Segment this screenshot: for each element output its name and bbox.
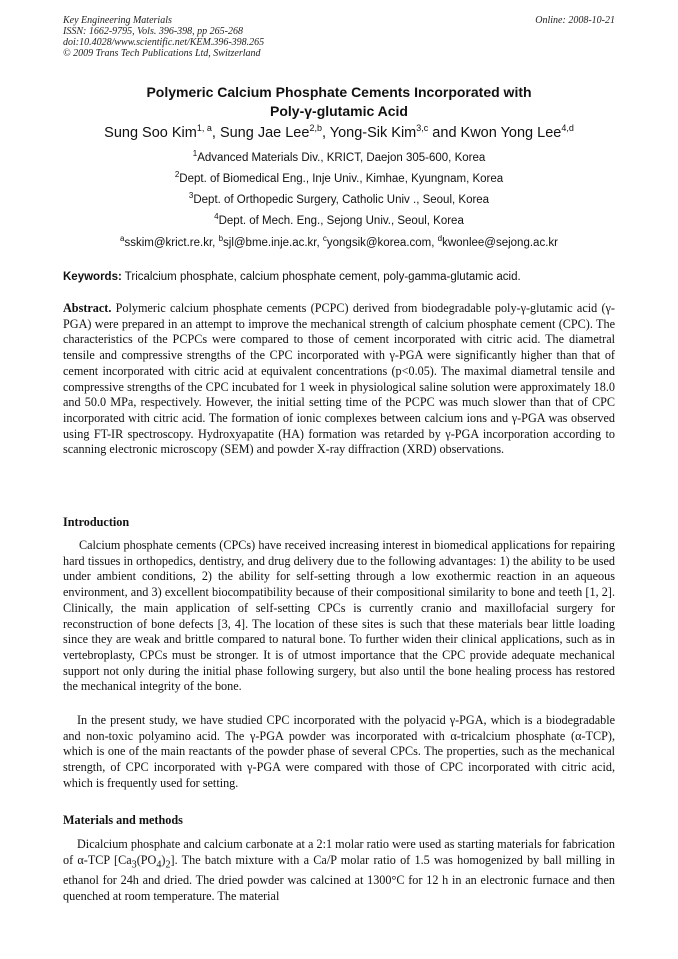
- email-sup: c: [322, 234, 327, 243]
- author-sup: 4,d: [561, 123, 574, 133]
- title-line-2: Poly-γ-glutamic Acid: [270, 103, 408, 119]
- abstract: [63, 301, 615, 458]
- abstract-label: Abstract.: [63, 301, 112, 315]
- author-separator: ,: [211, 125, 220, 141]
- journal-header: [63, 15, 615, 59]
- email-sup: b: [218, 234, 224, 243]
- affiliation-text: Dept. of Orthopedic Surgery, Catholic Univ ., Seoul, Korea: [193, 194, 490, 206]
- abstract-text: Polymeric calcium phosphate cements (PCPC) derived from biodegradable poly-γ-glutamic acid (γ-PGA) were prepared in an attempt to improve the mechanical strength of calcium phosphate cement (CPC). The characteristics of the PCPCs were compared to those of cement incorporated with citric acid. The diametral tensile and compressive strengths of the CPC incorporated with γ-PGA were significantly higher than that of cement incorporated with citric acid at equivalent concentrations (p<0.05). The maximal diametral tensile and compressive strengths of the CPC incubated for 1 week in physiological saline solution were approximately 18.0 and 50.0 MPa, respectively. However, the initial setting time of the PCPC was much slower than that of CPC incorporated with citric acid. The formation of ionic complexes between calcium ions and γ-PGA was observed using FT-IR spectroscopy. Hydroxyapatite (HA) formation was retarded by γ-PGA incorporation according to scanning electronic microscopy (SEM) and powder X-ray diffraction (XRD) observations.: [63, 301, 615, 457]
- affiliation-sup: 2: [174, 170, 180, 179]
- affiliation-sup: 1: [192, 149, 198, 158]
- email-link[interactable]: yongsik@korea.com,: [326, 237, 438, 249]
- methods-text: (PO: [136, 852, 157, 867]
- introduction-paragraph-2: In the present study, we have studied CPC incorporated with the polyacid γ-PGA, which is a biodegradable and non-toxic polyamino acid. The γ-PGA powder was incorporated with α-tricalcium phosphate (α-TCP), which is one of the main reactants of the powder phase of several CPCs. The properties, such as the mechanical strength, of CPC incorporated with γ-PGA were compared with those of CPC incorporated with citric acid, which is frequently used for setting.: [63, 713, 615, 790]
- email-link[interactable]: sjl@bme.inje.ac.kr,: [223, 237, 323, 249]
- email-link[interactable]: kwonlee@sejong.ac.kr: [442, 237, 558, 249]
- author-sup: 2,b: [309, 123, 322, 133]
- subscript: 4: [156, 859, 162, 871]
- author-name: Kwon Yong Lee: [460, 125, 562, 141]
- affiliation-2: [63, 172, 615, 186]
- author-sup: 3,c: [416, 123, 429, 133]
- methods-text: Dicalcium phosphate and calcium carbonate at a 2:1 molar ratio were used as starting materials for fabrication of α-TCP [Ca: [63, 837, 615, 867]
- subscript: 2: [165, 859, 171, 871]
- affiliation-text: Advanced Materials Div., KRICT, Daejon 305-600, Korea: [197, 152, 486, 164]
- online-date: Online: 2008-10-21: [535, 15, 615, 26]
- author-separator: ,: [321, 125, 330, 141]
- author-name: Sung Soo Kim: [104, 125, 197, 141]
- methods-text: ]. The batch mixture with a Ca/P molar ratio of 1.5 was homogenized by ball milling in ethanol for 24h and dried. The dried powder was calcined at 1300°C for 12 h in an electronic furnace and then quenched at room temperature. The material: [63, 852, 616, 903]
- affiliation-text: Dept. of Mech. Eng., Sejong Univ., Seoul, Korea: [218, 215, 464, 227]
- email-link[interactable]: sskim@krict.re.kr,: [124, 237, 219, 249]
- doi-line: doi:10.4028/www.scientific.net/KEM.396-398.265: [63, 37, 265, 48]
- affiliation-sup: 3: [188, 191, 194, 200]
- email-sup: a: [120, 234, 125, 243]
- introduction-paragraph-1: Calcium phosphate cements (CPCs) have received increasing interest in biomedical applications for repairing hard tissues in orthopedics, dentistry, and drug delivery due to the following advantages: 1) the ability to be used under ambient conditions, 2) the ability for self-setting through a low exothermic reaction in an aqueous environment, and 3) excellent biocompatibility because of their compositional similarity to bone and teeth [1, 2]. Clinically, the main application of self-setting CPCs is currently cranio and maxillofacial surgery for reconstruction of bone defects [3, 4]. The location of these sites is such that these materials bear little loading since they are weak and brittle compared to natural bone. To further widen their clinical applications, such as in vertebroplasty, CPCs must be stronger. It is of utmost importance that the CPC provide adequate mechanical support not only during the initial phase following surgery, but also until the bone healing process has restored the mechanical integrity of the bone.: [63, 538, 615, 694]
- introduction-heading: Introduction: [63, 515, 130, 529]
- affiliation-3: [63, 193, 615, 207]
- copyright-line: © 2009 Trans Tech Publications Ltd, Switzerland: [63, 48, 261, 59]
- author-sup: 1, a: [196, 123, 212, 133]
- methods-heading: Materials and methods: [63, 813, 183, 827]
- methods-text: ): [161, 852, 166, 867]
- affiliation-sup: 4: [214, 212, 219, 221]
- author-separator: and: [428, 125, 461, 141]
- keywords: [63, 270, 615, 284]
- journal-name: Key Engineering Materials: [63, 15, 172, 26]
- methods-paragraph-1: [63, 837, 615, 904]
- keywords-label: Keywords:: [63, 271, 122, 283]
- subscript: 3: [131, 859, 137, 871]
- email-sup: d: [437, 234, 443, 243]
- author-name: Sung Jae Lee: [219, 125, 310, 141]
- email-list: [63, 236, 615, 250]
- author-list: [63, 123, 615, 143]
- paper-title: [63, 83, 615, 121]
- keywords-text: Tricalcium phosphate, calcium phosphate cement, poly-gamma-glutamic acid.: [124, 271, 521, 283]
- affiliation-text: Dept. of Biomedical Eng., Inje Univ., Kimhae, Kyungnam, Korea: [179, 173, 504, 185]
- author-name: Yong-Sik Kim: [329, 125, 417, 141]
- issn-line: ISSN: 1662-9795, Vols. 396-398, pp 265-268: [63, 26, 243, 37]
- affiliation-4: [63, 214, 615, 228]
- affiliation-1: [63, 151, 615, 165]
- title-line-1: Polymeric Calcium Phosphate Cements Incorporated with: [146, 84, 532, 100]
